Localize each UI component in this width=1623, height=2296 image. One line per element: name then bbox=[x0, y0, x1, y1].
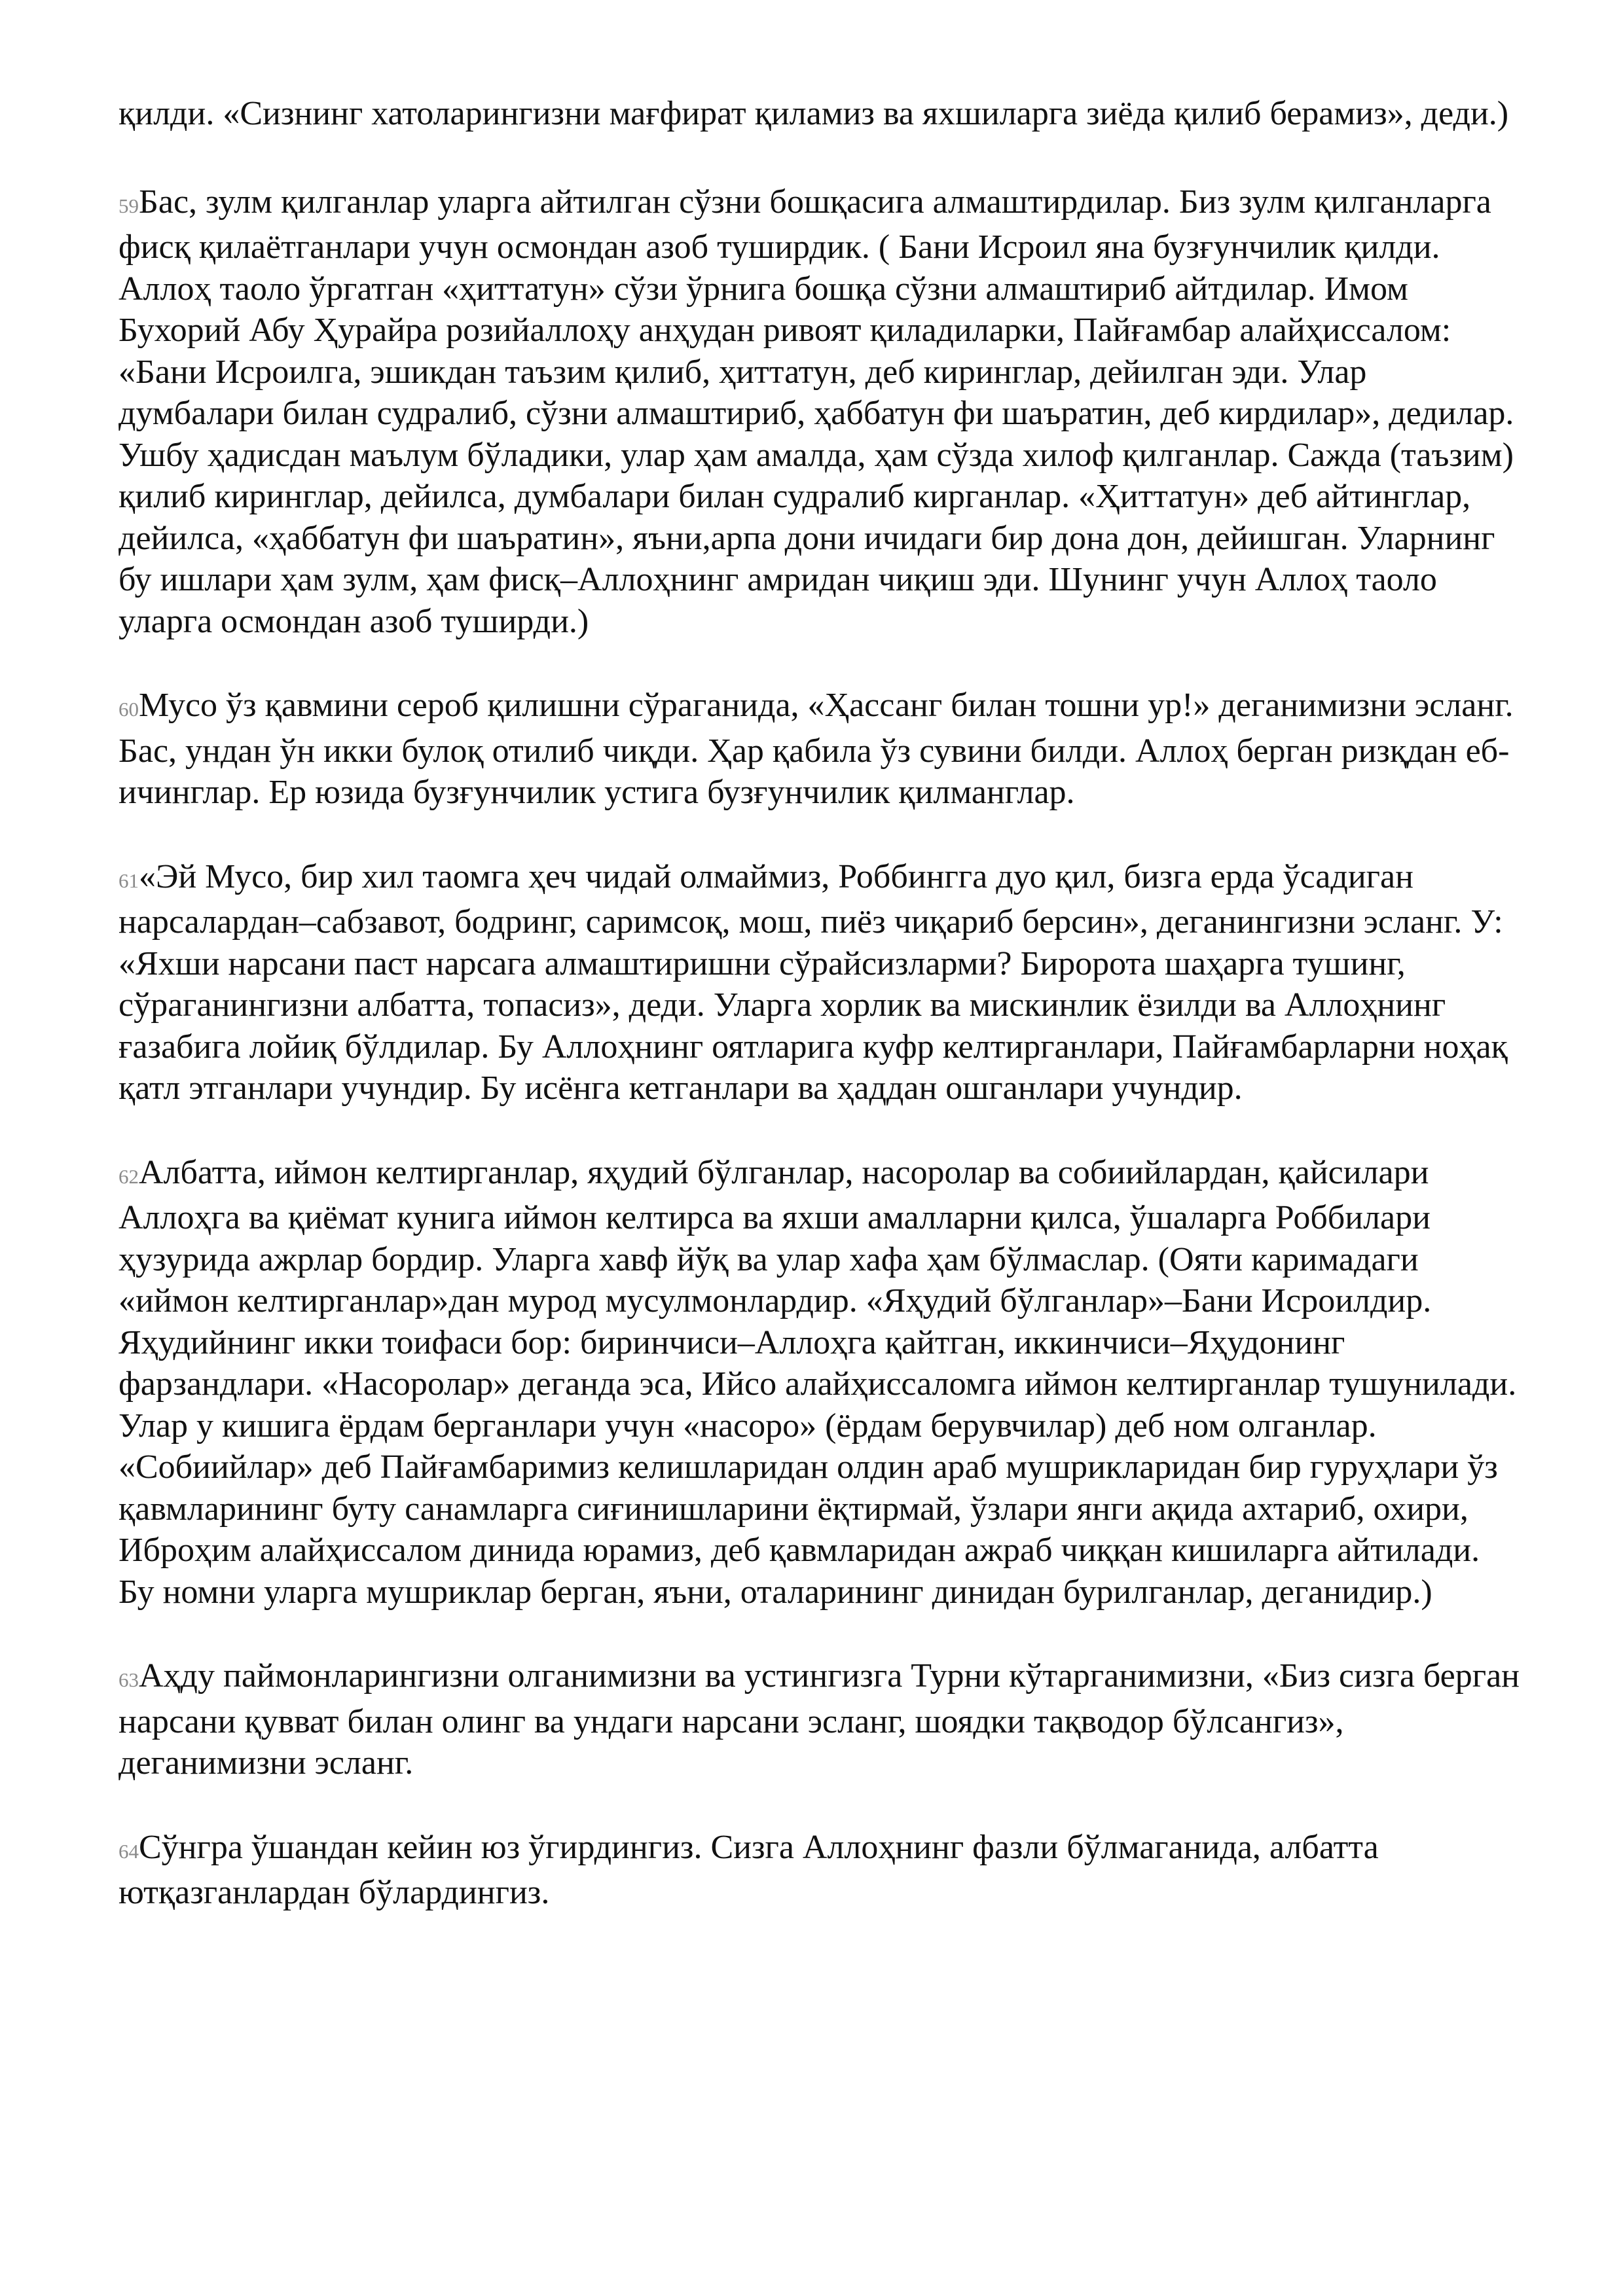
verse-number: 62 bbox=[119, 1164, 139, 1188]
paragraph-text: Мусо ўз қавмини сероб қилишни сўраганида, «Ҳассанг билан тошни ур!» деганимизни эсланг. Бас, ундан ўн икки булоқ отилиб чиқди. Ҳар қабила ўз сувини билди. Аллоҳ берган ризқдан еб-ичинглар. Ер юзида бузғунчилик устига бузғунчилик қилманглар. bbox=[119, 687, 1514, 811]
paragraph-verse-63 bbox=[119, 1655, 1520, 1784]
paragraph-text: «Эй Мусо, бир хил таомга ҳеч чидай олмаймиз, Роббингга дуо қил, бизга ерда ўсадиган нарсалардан–сабзавот, бодринг, саримсоқ, мош, пиёз чиқариб берсин», деганингизни эсланг. У: «Яхши нарсани паст нарсага алмаштиришни сўрайсизларми? Биророта шаҳарга тушинг, сўраганингизни албатта, топасиз», деди. Уларга хорлик ва мискинлик ёзилди ва Аллоҳнинг ғазабига лойиқ бўлдилар. Бу Аллоҳнинг оятларига куфр келтирганлари, Пайғамбарларни ноҳақ қатл этганлари учундир. Бу исёнга кетганлари ва ҳаддан ошганлари учундир. bbox=[119, 857, 1508, 1107]
paragraph-verse-62 bbox=[119, 1152, 1520, 1613]
paragraph-verse-60 bbox=[119, 685, 1520, 814]
verse-number: 64 bbox=[119, 1839, 139, 1863]
verse-number: 63 bbox=[119, 1668, 139, 1691]
verse-number: 59 bbox=[119, 194, 139, 217]
verse-number: 60 bbox=[119, 698, 139, 721]
verse-number: 61 bbox=[119, 869, 139, 892]
paragraph-verse-59 bbox=[119, 181, 1520, 643]
paragraph-continuation bbox=[119, 93, 1520, 139]
paragraph-text: Сўнгра ўшандан кейин юз ўгирдингиз. Сизга Аллоҳнинг фазли бўлмаганида, албатта ютқазганлардан бўлардингиз. bbox=[119, 1828, 1379, 1911]
paragraph-text: Албатта, иймон келтирганлар, яҳудий бўлганлар, насоролар ва собиийлардан, қайсилари Аллоҳга ва қиёмат кунига иймон келтирса ва яхши амалларни қилса, ўшаларга Роббилари ҳузурида ажрлар бордир. Уларга хавф йўқ ва улар хафа ҳам бўлмаслар. (Ояти каримадаги «иймон келтирганлар»дан мурод мусулмонлардир. «Яҳудий бўлганлар»–Бани Исроилдир. Яҳудийнинг икки тоифаси бор: биринчиси–Аллоҳга қайтган, иккинчиси–Яҳудонинг фарзандлари. «Насоролар» деганда эса, Ийсо алайҳиссаломга иймон келтирганлар тушунилади. Улар у кишига ёрдам берганлари учун «насоро» (ёрдам берувчилар) деб ном олганлар. «Собиийлар» деб Пайғамбаримиз келишларидан олдин араб мушрикларидан бир гуруҳлари ўз қавмларининг буту санамларга сиғинишларини ёқтирмай, ўзлари янги ақида ахтариб, охири, Иброҳим алайҳиссалом динида юрамиз, деб қавмларидан ажраб чиққан кишиларга айтилади. Бу номни уларга мушриклар берган, яъни, оталарининг динидан бурилганлар, деганидир.) bbox=[119, 1153, 1517, 1611]
paragraph-text: Бас, зулм қилганлар уларга айтилган сўзни бошқасига алмаштирдилар. Биз зулм қилганларга фисқ қилаётганлари учун осмондан азоб туширдик. ( Бани Исроил яна бузғунчилик қилди. Аллоҳ таоло ўргатган «ҳиттатун» сўзи ўрнига бошқа сўзни алмаштириб айтдилар. Имом Бухорий Абу Ҳурайра розийаллоҳу анҳудан ривоят қиладиларки, Пайғамбар алайҳиссалом: «Бани Исроилга, эшикдан таъзим қилиб, ҳиттатун, деб киринглар, дейилган эди. Улар думбалари билан судралиб, сўзни алмаштириб, ҳаббатун фи шаъратин, деб кирдилар», дедилар. Ушбу ҳадисдан маълум бўладики, улар ҳам амалда, ҳам сўзда хилоф қилганлар. Сажда (таъзим) қилиб киринглар, дейилса, думбалари билан судралиб кирганлар. «Ҳиттатун» деб айтинглар, дейилса, «ҳаббатун фи шаъратин», яъни,арпа дони ичидаги бир дона дон, дейишган. Уларнинг бу ишлари ҳам зулм, ҳам фисқ–Аллоҳнинг амридан чиқиш эди. Шунинг учун Аллоҳ таоло уларга осмондан азоб туширди.) bbox=[119, 183, 1514, 640]
paragraph-text: қилди. «Сизнинг хатоларингизни мағфират қиламиз ва яхшиларга зиёда қилиб берамиз», деди.) bbox=[119, 95, 1509, 132]
document-page bbox=[119, 93, 1520, 1956]
paragraph-verse-61 bbox=[119, 856, 1520, 1109]
paragraph-text: Аҳду паймонларингизни олганимизни ва устингизга Турни кўтарганимизни, «Биз сизга берган нарсани қувват билан олинг ва ундаги нарсани эсланг, шоядки тақводор бўлсангиз», деганимизни эсланг. bbox=[119, 1657, 1520, 1782]
paragraph-verse-64 bbox=[119, 1827, 1520, 1914]
